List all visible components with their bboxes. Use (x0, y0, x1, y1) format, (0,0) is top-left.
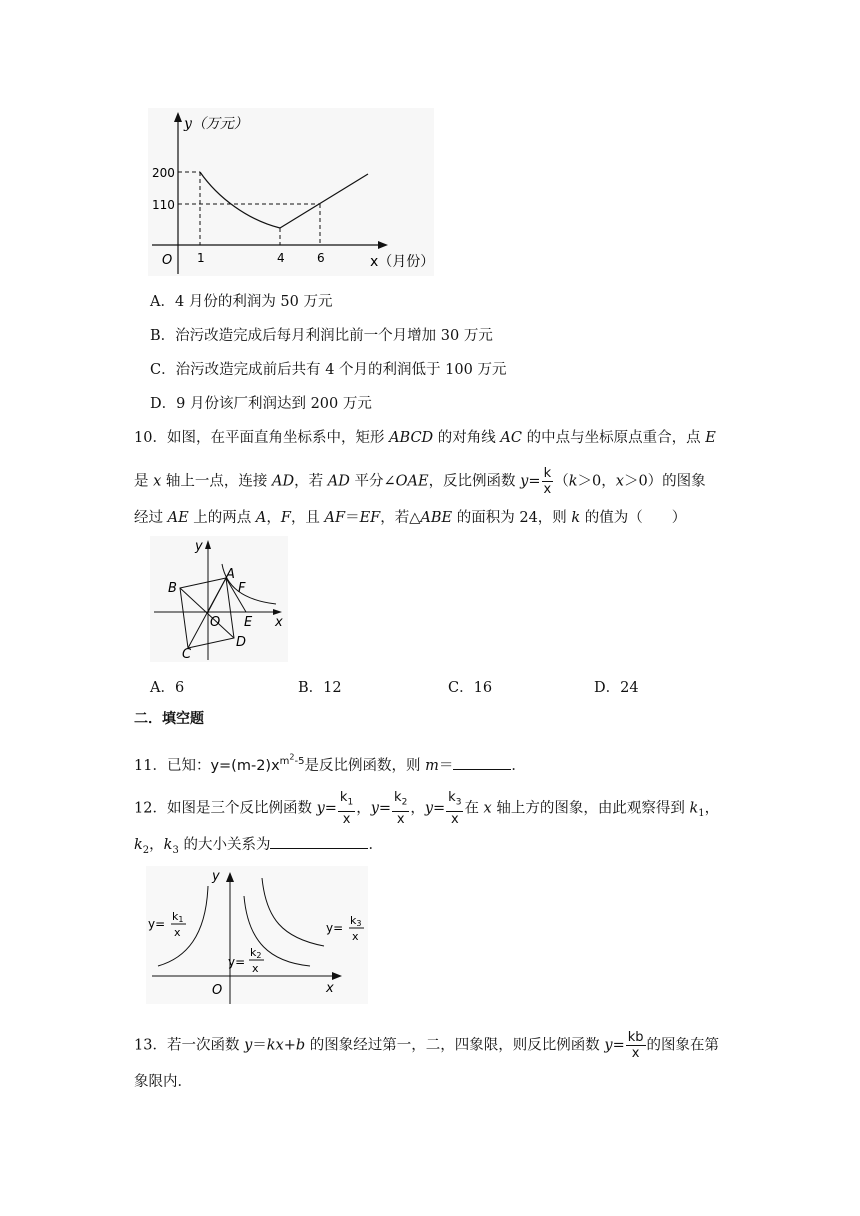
y-axis-label: y（万元） (184, 116, 248, 132)
q10-option-b: B．12 (298, 680, 342, 696)
tick-4: 4 (277, 251, 285, 265)
section-heading: 二．填空题 (134, 711, 204, 727)
origin-label: O (212, 983, 223, 998)
y-label: y (195, 539, 203, 554)
curve-k2-den: x (252, 962, 259, 975)
q11-answer-blank[interactable] (453, 755, 511, 770)
curve-k1-label: y= (148, 917, 166, 931)
q10-line-1: 10．如图，在平面直角坐标系中，矩形 ABCD 的对角线 AC 的中点与坐标原点重合，点 E (134, 430, 716, 446)
curve-k1-num: k1 (172, 910, 184, 924)
point-d-label: D (236, 635, 247, 650)
origin-label: O (162, 253, 173, 268)
q9-option-b: B．治污改造完成后每月利润比前一个月增加 30 万元 (150, 328, 493, 344)
q11-formula: $y=(m-2)x^{m^2-5}$ (210, 753, 305, 775)
origin-label: O (210, 615, 221, 630)
x-axis-label: x（月份） (370, 254, 435, 270)
curve-k3-num: k3 (350, 914, 362, 928)
tick-6: 6 (317, 251, 325, 265)
q10-option-d: D．24 (594, 680, 639, 696)
q11-line: 11．已知：$y=(m-2)x^{m^2-5}$是反比例函数，则 m＝ ． (134, 753, 526, 775)
curve-k2-num: k2 (250, 946, 262, 960)
rectangle-figure (150, 536, 290, 664)
q13-line-1: 13．若一次函数 y＝kx+b 的图象经过第一，二，四象限，则反比例函数 y= $\frac{kb}{x}$ 的图象在第 (134, 1030, 720, 1061)
q12-line-2: $k_2$，$k_3$ 的大小关系为 ． (134, 834, 383, 861)
three-hyperbolas-figure (146, 866, 370, 1006)
curve-k3-den: x (352, 930, 359, 943)
q12-fraction-k1: $\frac{k_1}{x}$ (339, 790, 354, 827)
point-b-label: B (168, 581, 177, 596)
q12-fraction-k2: $\frac{k_2}{x}$ (394, 790, 408, 827)
curve-k2-label: y= (228, 955, 246, 969)
q13-fraction: $\frac{kb}{x}$ (627, 1030, 644, 1061)
tick-110: 110 (152, 198, 175, 212)
curve-k1-den: x (174, 926, 181, 939)
q10-fraction: $\frac{k}{x}$ (543, 466, 552, 497)
x-label: x (326, 981, 334, 996)
q10-option-a: A．6 (150, 680, 185, 696)
curve-k3-label: y= (326, 921, 344, 935)
graph-background (148, 108, 434, 276)
q12-answer-blank[interactable] (270, 834, 368, 849)
tick-200: 200 (152, 166, 175, 180)
q10-line-3: 经过 AE 上的两点 A，F，且 AF＝EF，若△ABE 的面积为 24，则 k 的值为（ ） (134, 510, 687, 526)
q10-option-c: C．16 (448, 680, 493, 696)
q12-line-1: 12．如图是三个反比例函数 y= $\frac{k_1}{x}$ ，y= $\frac{k_2}{x}$ ，y= $\frac{k_3}{x}$ 在 x 轴上方的图象，由此观察得到 $k_1$， (134, 790, 720, 827)
q9-option-a: A．4 月份的利润为 50 万元 (150, 294, 333, 310)
point-a-label: A (226, 567, 235, 582)
q9-option-c: C．治污改造完成前后共有 4 个月的利润低于 100 万元 (150, 362, 507, 378)
tick-1: 1 (197, 251, 205, 265)
point-e-label: E (244, 615, 253, 630)
q9-option-d: D．9 月份该厂利润达到 200 万元 (150, 396, 372, 412)
q13-line-2: 象限内． (134, 1074, 192, 1090)
y-label: y (212, 869, 220, 884)
q12-fraction-k3: $\frac{k_3}{x}$ (448, 790, 462, 827)
point-f-label: F (238, 581, 246, 596)
x-label: x (275, 615, 283, 630)
profit-graph (148, 108, 448, 280)
point-c-label: C (182, 647, 192, 662)
q10-line-2: 是 x 轴上一点，连接 AD，若 AD 平分∠OAE，反比例函数 y= $\frac{k}{x}$ （k＞0，x＞0）的图象 (134, 466, 706, 497)
figure-background (150, 536, 288, 662)
